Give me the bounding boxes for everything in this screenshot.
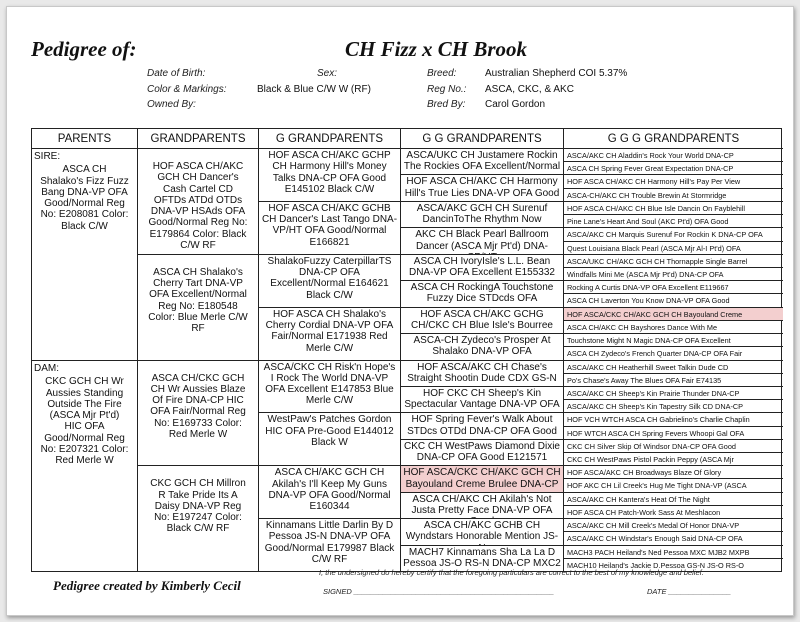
g-grandparent-cell: Kinnamans Little Darlin By D Pessoa JS-N DNA-VP OFA Good/Normal E179987 Black C/W RF [259,519,401,572]
pedigree-table [31,128,782,572]
signed-line: SIGNED ________________________________________________ [323,587,555,596]
ggg-grandparent-cell: HOF WTCH ASCA CH Spring Fevers Whoopi Gal OFA [564,427,783,440]
color-markings-label: Color & Markings: [147,84,227,95]
ggg-grandparent-cell: HOF ASCA CH/AKC CH Harmony Hill's Pay Per View [564,175,783,188]
ggg-grandparent-cell: HOF AKC CH Lil Creek's Hug Me Tight DNA-VP (ASCA [564,479,783,492]
ggg-grandparent-cell: ASCA/AKC CH Sheep's Kin Prairie Thunder DNA-CP [564,387,783,400]
g-grandparent-cell: HOF ASCA CH Shalako's Cherry Cordial DNA-VP OFA Fair/Normal E171938 Red Merle C/W [259,308,401,361]
pedigree-credit: Pedigree created by Kimberly Cecil [53,578,241,593]
color-markings-value: Black & Blue C/W W (RF) [257,84,371,95]
gg-grandparent-cell: ASCA-CH Zydeco's Prosper At Shalako DNA-VP OFA [401,334,564,360]
breed-label: Breed: [427,68,457,79]
certification-text: I, the undersigned do hereby certify that the foregoing particulars are correct to the best of my knowledge and belief. [319,568,704,577]
pedigree-of-label: Pedigree of: [31,37,137,61]
g-grandparent-cell: WestPaw's Patches Gordon HIC OFA Pre-Good E144012 Black W [259,413,401,466]
column-header-grandparents: GRANDPARENTS [138,129,259,149]
grandparent-cell: ASCA CH/CKC GCH CH Wr Aussies Blaze Of Fire DNA-CP HIC OFA Fair/Normal Reg No: E169733 Color: Red Merle W [138,361,259,467]
ggg-grandparent-cell: ASCA-CH/AKC CH Trouble Brewin At Stormridge [564,189,783,202]
breed-value: Australian Shepherd COI 5.37% [485,68,628,79]
sex-label: Sex: [317,68,338,79]
dam-tag: DAM: [34,363,59,374]
ggg-grandparent-cell: ASCA/AKC CH Sheep's Kin Tapestry Silk CD DNA-CP [564,400,783,413]
column-header-parents: PARENTS [32,129,138,149]
ggg-grandparent-cell: Pine Lane's Heart And Soul (AKC Pt'd) OFA Good [564,215,783,228]
ggg-grandparent-cell: Quest Louisiana Black Pearl (ASCA Mjr Al-I Pt'd) OFA [564,242,783,255]
ggg-grandparent-cell: ASCA CH Spring Fever Great Expectation DNA-CP [564,162,783,175]
gg-grandparent-cell: CKC CH WestPaws Diamond Dixie DNA-CP OFA Good E121571 [401,440,564,466]
column-header-ggg-grandparents: G G G GRANDPARENTS [564,129,783,149]
grandparent-cell: CKC GCH CH Millron R Take Pride Its A Daisy DNA-VP Reg No: E197247 Color: Black C/W RF [138,466,259,572]
bred-by-label: Bred By: [427,99,466,110]
gg-grandparent-cell: MACH7 Kinnamans Sha La La D Pessoa JS-O RS-N DNA-CP MXC2 [401,546,564,572]
ggg-grandparent-cell: HOF ASCA/AKC CH Broadways Blaze Of Glory [564,466,783,479]
ggg-grandparent-cell: ASCA/AKC CH Mill Creek's Medal Of Honor DNA-VP [564,519,783,532]
column-header-gg-grandparents: G G GRANDPARENTS [401,129,564,149]
ggg-grandparent-cell: HOF ASCA CH/AKC CH Blue Isle Dancin On Fayblehill [564,202,783,215]
ggg-grandparent-cell: HOF ASCA CH Patch-Work Sass At Meshlacon [564,506,783,519]
gg-grandparent-cell: AKC CH Black Pearl Ballroom Dancer (ASCA Mjr Pt'd) DNA- [401,228,564,254]
ggg-grandparent-cell: ASCA/AKC CH Heatherhill Sweet Talkin Dude CD [564,361,783,374]
g-grandparent-cell: HOF ASCA CH/AKC GCHB CH Dancer's Last Tango DNA-VP/HT OFA Good/Normal E166821 [259,202,401,255]
g-grandparent-cell: HOF ASCA CH/AKC GCHP CH Harmony Hill's Money Talks DNA-CP OFA Good E145102 Black C/W [259,149,401,202]
reg-no-label: Reg No.: [427,84,467,95]
ggg-grandparent-cell: CKC CH WestPaws Pistol Packin Peppy (ASCA Mjr [564,453,783,466]
gg-grandparent-cell: ASCA CH IvoryIsle's L.L. Bean DNA-VP OFA Excellent E155332 [401,255,564,281]
gg-grandparent-cell: ASCA CH/AKC GCHB CH Wyndstars Honorable Mention JS- [401,519,564,545]
dam-text: CKC GCH CH Wr Aussies Standing Outside The Fire (ASCA Mjr Pt'd) HIC OFA Good/Normal Reg No: E207321 Color: Red Merle W [40,376,129,467]
pedigree-sheet [6,6,794,616]
grandparent-cell: HOF ASCA CH/AKC GCH CH Dancer's Cash Cartel CD OFTDs ATDd OTDs DNA-VP HSAds OFA Good/Normal Reg No: E179864 Color: Black C/W RF [138,149,259,255]
grandparent-cell: ASCA CH Shalako's Cherry Tart DNA-VP OFA Excellent/Normal Reg No: E180548 Color: Blue Merle C/W RF [138,255,259,361]
ggg-grandparent-cell: ASCA CH Zydeco's French Quarter DNA-CP OFA Fair [564,347,783,360]
ggg-grandparent-cell: MACH10 Heiland's Jackie D.Pessoa GS-N JS-O RS-O [567,560,744,570]
ggg-grandparent-cell: ASCA/UKC CH/AKC GCH CH Thornapple Single Barrel [564,255,783,268]
gg-grandparent-cell: HOF CKC CH Sheep's Kin Spectacular Vantage DNA-VP OFA [401,387,564,413]
reg-no-value: ASCA, CKC, & AKC [485,84,574,95]
ggg-grandparent-cell: Windfalls Mini Me (ASCA Mjr Pt'd) DNA-CP OFA [564,268,783,281]
date-line: DATE _______________ [647,587,732,596]
sire-text: ASCA CH Shalako's Fizz Fuzz Bang DNA-VP OFA Good/Normal Reg No: E208081 Color: Black C/W [40,164,129,232]
dog-name-title: CH Fizz x CH Brook [345,37,528,61]
ggg-grandparent-cell: ASCA CH Laverton You Know DNA-VP OFA Good [564,294,783,307]
gg-grandparent-cell: ASCA/UKC CH Justamere Rockin The Rockies OFA Excellent/Normal [401,149,564,175]
g-grandparent-cell: ShalakoFuzzy CaterpillarTS DNA-CP OFA Excellent/Normal E164621 Black C/W [259,255,401,308]
g-grandparent-cell: ASCA/CKC CH Risk'n Hope's I Rock The World DNA-VP OFA Excellent E147853 Blue Merle C/W [259,361,401,414]
ggg-grandparent-cell: MACH3 PACH Heiland's Ned Pessoa MXC MJB2 MXPB [564,546,783,559]
gg-grandparent-cell: HOF ASCA/CKC CH/AKC GCH CH Bayouland Creme Brulee DNA-CP [401,466,564,492]
gg-grandparent-cell: HOF Spring Fever's Walk About STDcs OTDd DNA-CP OFA Good [401,413,564,439]
ggg-grandparent-cell: Rocking A Curtis DNA-VP OFA Excellent E119667 [564,281,783,294]
gg-grandparent-cell: ASCA/AKC GCH CH Surenuf DancinToThe Rhythm Now [401,202,564,228]
ggg-grandparent-cell: CKC CH Silver Skip Of Windsor DNA-CP OFA Good [564,440,783,453]
gg-grandparent-cell: HOF ASCA/AKC CH Chase's Straight Shootin Dude CDX GS-N [401,361,564,387]
sire-tag: SIRE: [34,151,61,162]
g-grandparent-cell: ASCA CH/AKC GCH CH Akilah's I'll Keep My Guns DNA-VP OFA Good/Normal E160344 [259,466,401,519]
dam-cell [32,361,138,572]
ggg-grandparent-cell: Touchstone Might N Magic DNA-CP OFA Excellent [564,334,783,347]
column-header-g-grandparents: G GRANDPARENTS [259,129,401,149]
ggg-grandparent-cell: ASCA/AKC CH Windstar's Enough Said DNA-CP OFA [564,532,783,545]
gg-grandparent-cell: HOF ASCA CH/AKC GCHG CH/CKC CH Blue Isle's Bourree [401,308,564,334]
ggg-grandparent-cell: HOF ASCA/CKC CH/AKC GCH CH Bayouland Creme [564,308,783,321]
ggg-grandparent-cell: ASCA/AKC CH Aladdin's Rock Your World DNA-CP [564,149,783,162]
owned-by-label: Owned By: [147,99,196,110]
gg-grandparent-cell: ASCA CH RockingA Touchstone Fuzzy Dice STDcds OFA [401,281,564,307]
ggg-grandparent-cell: ASCA CH/AKC CH Bayshores Dance With Me [564,321,783,334]
gg-grandparent-cell: ASCA CH/AKC CH Akilah's Not Justa Pretty Face DNA-VP OFA [401,493,564,519]
ggg-grandparent-cell: ASCA/AKC CH Kantera's Heat Of The Night [564,493,783,506]
ggg-grandparent-cell: Po's Chase's Away The Blues OFA Fair E74135 [564,374,783,387]
ggg-grandparent-cell: ASCA/AKC CH Marquis Surenuf For Rockin K DNA-CP OFA [564,228,783,241]
dob-label: Date of Birth: [147,68,206,79]
ggg-grandparent-cell: HOF VCH WTCH ASCA CH Gabrielino's Charlie Chaplin [564,413,783,426]
gg-grandparent-cell: HOF ASCA CH/AKC CH Harmony Hill's True Lies DNA-VP OFA Good [401,175,564,201]
bred-by-value: Carol Gordon [485,99,546,110]
sire-cell [32,149,138,361]
